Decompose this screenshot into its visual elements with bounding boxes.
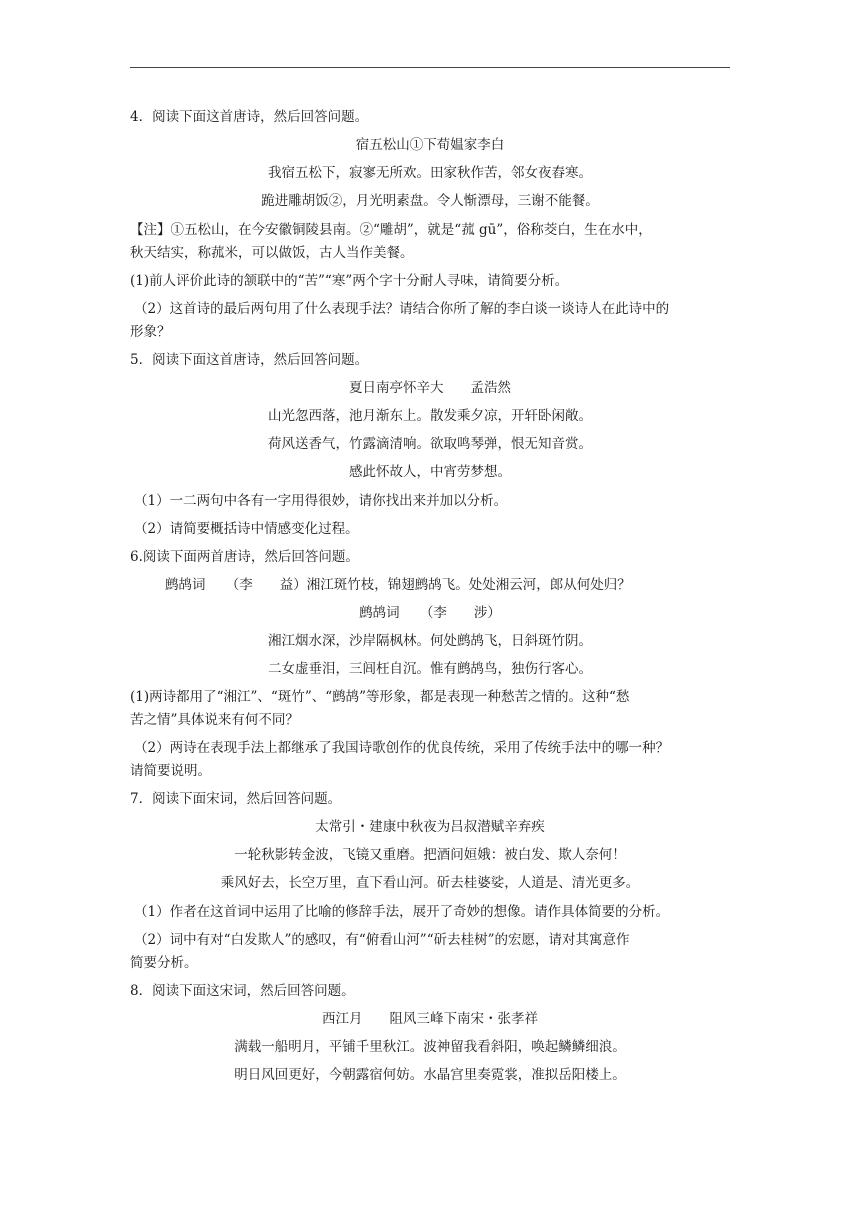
question-7-2-line-2: 简要分析。 (130, 955, 198, 971)
question-4-1: (1)前人评价此诗的颔联中的“苦”“寒”两个字十分耐人寻味，请简要分析。 (130, 273, 569, 289)
poem-8-title: 西江月 阻风三峰下南宋・张孝祥 (322, 1011, 538, 1027)
question-6-2-line-2: 请简要说明。 (130, 763, 211, 779)
question-6-prompt: 6.阅读下面两首唐诗，然后回答问题。 (130, 549, 359, 565)
question-8-prompt: 8．阅读下面这宋词，然后回答问题。 (130, 983, 355, 999)
poem-4-note-line-2: 秋天结实，称菰米，可以做饭，古人当作美餐。 (130, 245, 414, 261)
question-5-prompt: 5．阅读下面这首唐诗，然后回答问题。 (130, 352, 369, 368)
question-4-prompt: 4．阅读下面这首唐诗，然后回答问题。 (130, 109, 369, 125)
question-4-2-line-1: （2）这首诗的最后两句用了什么表现手法？请结合你所了解的李白谈一谈诗人在此诗中的 (134, 301, 670, 317)
poem-6a-line: 鹧鸪词 （李 益）湘江斑竹枝，锦翅鹧鸪飞。处处湘云河，郎从何处归？ (165, 577, 631, 593)
poem-5-title: 夏日南亭怀辛大 孟浩然 (349, 380, 511, 396)
poem-7-line-2: 乘风好去，长空万里，直下看山河。斫去桂婆娑，人道是、清光更多。 (220, 875, 640, 891)
poem-4-note-line-1: 【注】①五松山，在今安徽铜陵县南。②“雕胡”，就是“菰 gū”，俗称茭白，生在水中， (130, 222, 652, 238)
poem-5-line-1: 山光忽西落，池月渐东上。散发乘夕凉，开轩卧闲敞。 (268, 408, 592, 424)
poem-4-line-2: 跪进雕胡饭②，月光明素盘。令人惭漂母，三谢不能餐。 (261, 193, 599, 209)
question-7-1: （1）作者在这首词中运用了比喻的修辞手法，展开了奇妙的想像。请作具体简要的分析。 (134, 904, 670, 920)
question-5-2: （2）请简要概括诗中情感变化过程。 (134, 521, 359, 537)
poem-4-line-1: 我宿五松下，寂寥无所欢。田家秋作苦，邻女夜舂寒。 (268, 165, 592, 181)
poem-7-title: 太常引・建康中秋夜为吕叔潜赋辛弃疾 (315, 819, 545, 835)
poem-4-title: 宿五松山①下荀媪家李白 (355, 137, 505, 153)
header-rule (130, 67, 730, 68)
question-6-1-line-2: 苦之情”具体说来有何不同？ (130, 712, 299, 728)
question-4-2-line-2: 形象？ (130, 324, 171, 340)
poem-6b-line-1: 湘江烟水深，沙岸隔枫林。何处鹧鸪飞，日斜斑竹阴。 (268, 633, 592, 649)
question-7-2-line-1: （2）词中有对“白发欺人”的感叹，有“俯看山河”“斫去桂树”的宏愿，请对其寓意作 (134, 932, 630, 948)
poem-8-line-2: 明日风回更好，今朝露宿何妨。水晶宫里奏霓裳，准拟岳阳楼上。 (234, 1067, 626, 1083)
poem-8-line-1: 满载一船明月，平铺千里秋江。波神留我看斜阳，唤起鳞鳞细浪。 (234, 1039, 626, 1055)
poem-7-line-1: 一轮秋影转金波，飞镜又重磨。把酒问姮娥：被白发、欺人奈何！ (234, 847, 626, 863)
question-5-1: （1）一二两句中各有一字用得很妙，请你找出来并加以分析。 (134, 493, 508, 509)
question-7-prompt: 7．阅读下面宋词，然后回答问题。 (130, 791, 342, 807)
poem-6b-title: 鹧鸪词 （李 涉） (359, 605, 501, 621)
poem-5-line-3: 感此怀故人，中宵劳梦想。 (349, 464, 511, 480)
poem-6b-line-2: 二女虚垂泪，三闾枉自沉。惟有鹧鸪鸟，独伤行客心。 (268, 661, 592, 677)
question-6-2-line-1: （2）两诗在表现手法上都继承了我国诗歌创作的优良传统，采用了传统手法中的哪一种？ (134, 740, 670, 756)
poem-5-line-2: 荷风送香气，竹露滴清响。欲取鸣琴弹，恨无知音赏。 (268, 436, 592, 452)
question-6-1-line-1: (1)两诗都用了“湘江”、“斑竹”、“鹧鸪”等形象，都是表现一种愁苦之情的。这种“愁 (130, 689, 630, 705)
